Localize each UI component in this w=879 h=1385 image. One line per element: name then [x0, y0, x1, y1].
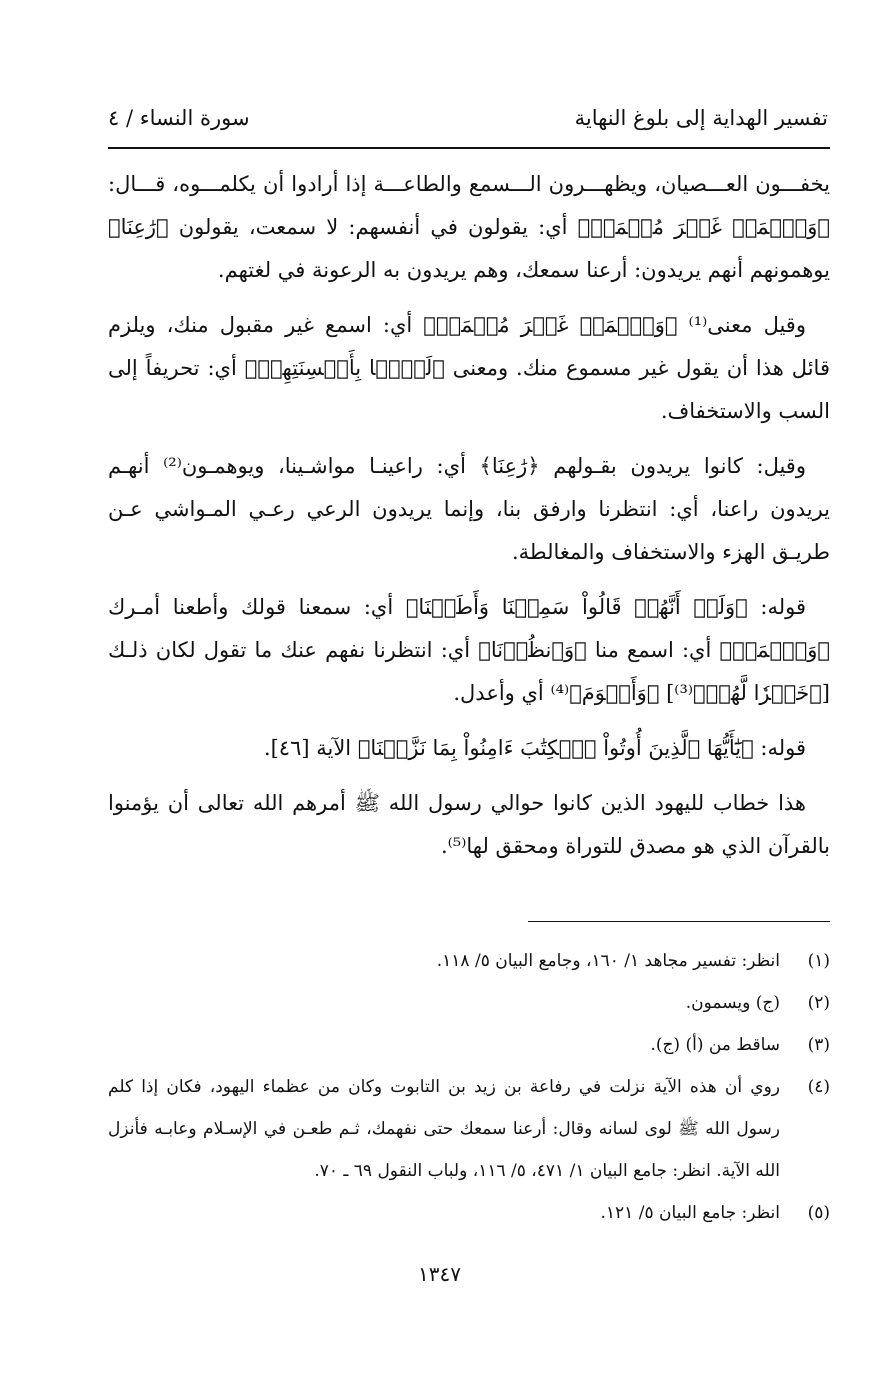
paragraph: وقيل معنى⁽¹⁾ ﴿وَٱسۡمَعۡ غَيۡرَ مُسۡمَعٖ﴾ أي: اسمع غير مقبول منك، ويلزم قائل هذا أن يقول غير مسموع منك. ومعنى ﴿لَيَّۢا بِأَلۡسِنَتِهِمۡ﴾ أي: تحريفاً إلى السب والاستخفاف. — [108, 313, 830, 423]
footnote-rule — [528, 921, 830, 922]
footnote-number: (٣) — [807, 1035, 830, 1055]
page-number: ١٣٤٧ — [418, 1262, 461, 1286]
paragraph: قوله: ﴿يَٰٓأَيُّهَا ٱلَّذِينَ أُوتُواْ ٱلۡكِتَٰبَ ءَامِنُواْ بِمَا نَزَّلۡنَا﴾ الآية [٤٦]. — [263, 736, 806, 760]
footnote-text: روي أن هذه الآية نزلت في رفاعة بن زيد بن التابوت وكان من عظماء اليهود، فكان إذا كلم رسول الله ﷺ لوى لسانه وقال: أرعنا سمعك حتى نفهمك، ثـم طعـن في الإسـلام وعابـه فأنزل الله الآية. انظر: جامع البيان ١/ ٤٧١، ٥/ ١١٦، ولباب النقول ٦٩ ـ ٧٠. — [108, 1077, 780, 1181]
running-header — [108, 100, 828, 140]
footnotes — [108, 940, 830, 1234]
footnote-text: انظر: جامع البيان ٥/ ١٢١. — [600, 1203, 780, 1223]
footnote — [108, 1024, 830, 1066]
header-rule — [108, 147, 830, 149]
surah-label: سورة النساء / ٤ — [108, 106, 250, 130]
footnote — [108, 1066, 830, 1192]
footnote — [108, 982, 830, 1024]
paragraph: يخفـــون العـــصيان، ويظهـــرون الـــسمع والطاعـــة إذا أرادوا أن يكلمـــوه، قـــال: ﴿وَٱسۡمَعۡ غَيۡرَ مُسۡمَعٖ﴾ أي: يقولون في أنفسهم: لا سمعت، يقولون ﴿رَٰعِنَا﴾ يوهمونهم أنهم يريدون: أرعنا سمعك، وهم يريدون به الرعونة في لغتهم. — [108, 172, 830, 282]
footnote-number: (٥) — [807, 1203, 830, 1223]
paragraph: هذا خطاب لليهود الذين كانوا حوالي رسول الله ﷺ أمرهم الله تعالى أن يؤمنوا بالقرآن الذي هو مصدق للتوراة ومحقق لها⁽⁵⁾. — [108, 791, 830, 858]
footnote-text: ساقط من (أ) (ج). — [650, 1035, 780, 1055]
footnote-text: انظر: تفسير مجاهد ١/ ١٦٠، وجامع البيان ٥/ ١١٨. — [436, 951, 780, 971]
book-title: تفسير الهداية إلى بلوغ النهاية — [574, 106, 828, 130]
footnote-number: (٤) — [807, 1077, 830, 1097]
footnote — [108, 940, 830, 982]
footnote-text: (ج) ويسمون. — [685, 993, 780, 1013]
main-text — [108, 163, 830, 880]
footnote-number: (٢) — [807, 993, 830, 1013]
footnote — [108, 1192, 830, 1234]
paragraph: قوله: ﴿وَلَوۡ أَنَّهُمۡ قَالُواْ سَمِعۡنَا وَأَطَعۡنَا﴾ أي: سمعنا قولك وأطعنا أمـرك ﴿وَٱسۡمَعۡ﴾ أي: اسمع منا ﴿وَٱنظُرۡنَا﴾ أي: انتظرنا نفهم عنك ما تقول لكان ذلـك [﴿خَيۡرٗا لَّهُمۡ﴾⁽³⁾] ﴿وَأَقۡوَمَ﴾⁽⁴⁾ أي وأعدل. — [108, 595, 830, 705]
paragraph: وقيل: كانوا يريدون بقـولهم ﴿رَٰعِنَا﴾ أي: راعينـا مواشـينا، ويوهمـون⁽²⁾ أنهـم يريدون راعنا، أي: انتظرنا وارفق بنا، وإنما يريدون الرعي رعـي المـواشي عـن طريـق الهزء والاستخفاف والمغالطة. — [108, 454, 830, 564]
footnote-number: (١) — [807, 951, 830, 971]
